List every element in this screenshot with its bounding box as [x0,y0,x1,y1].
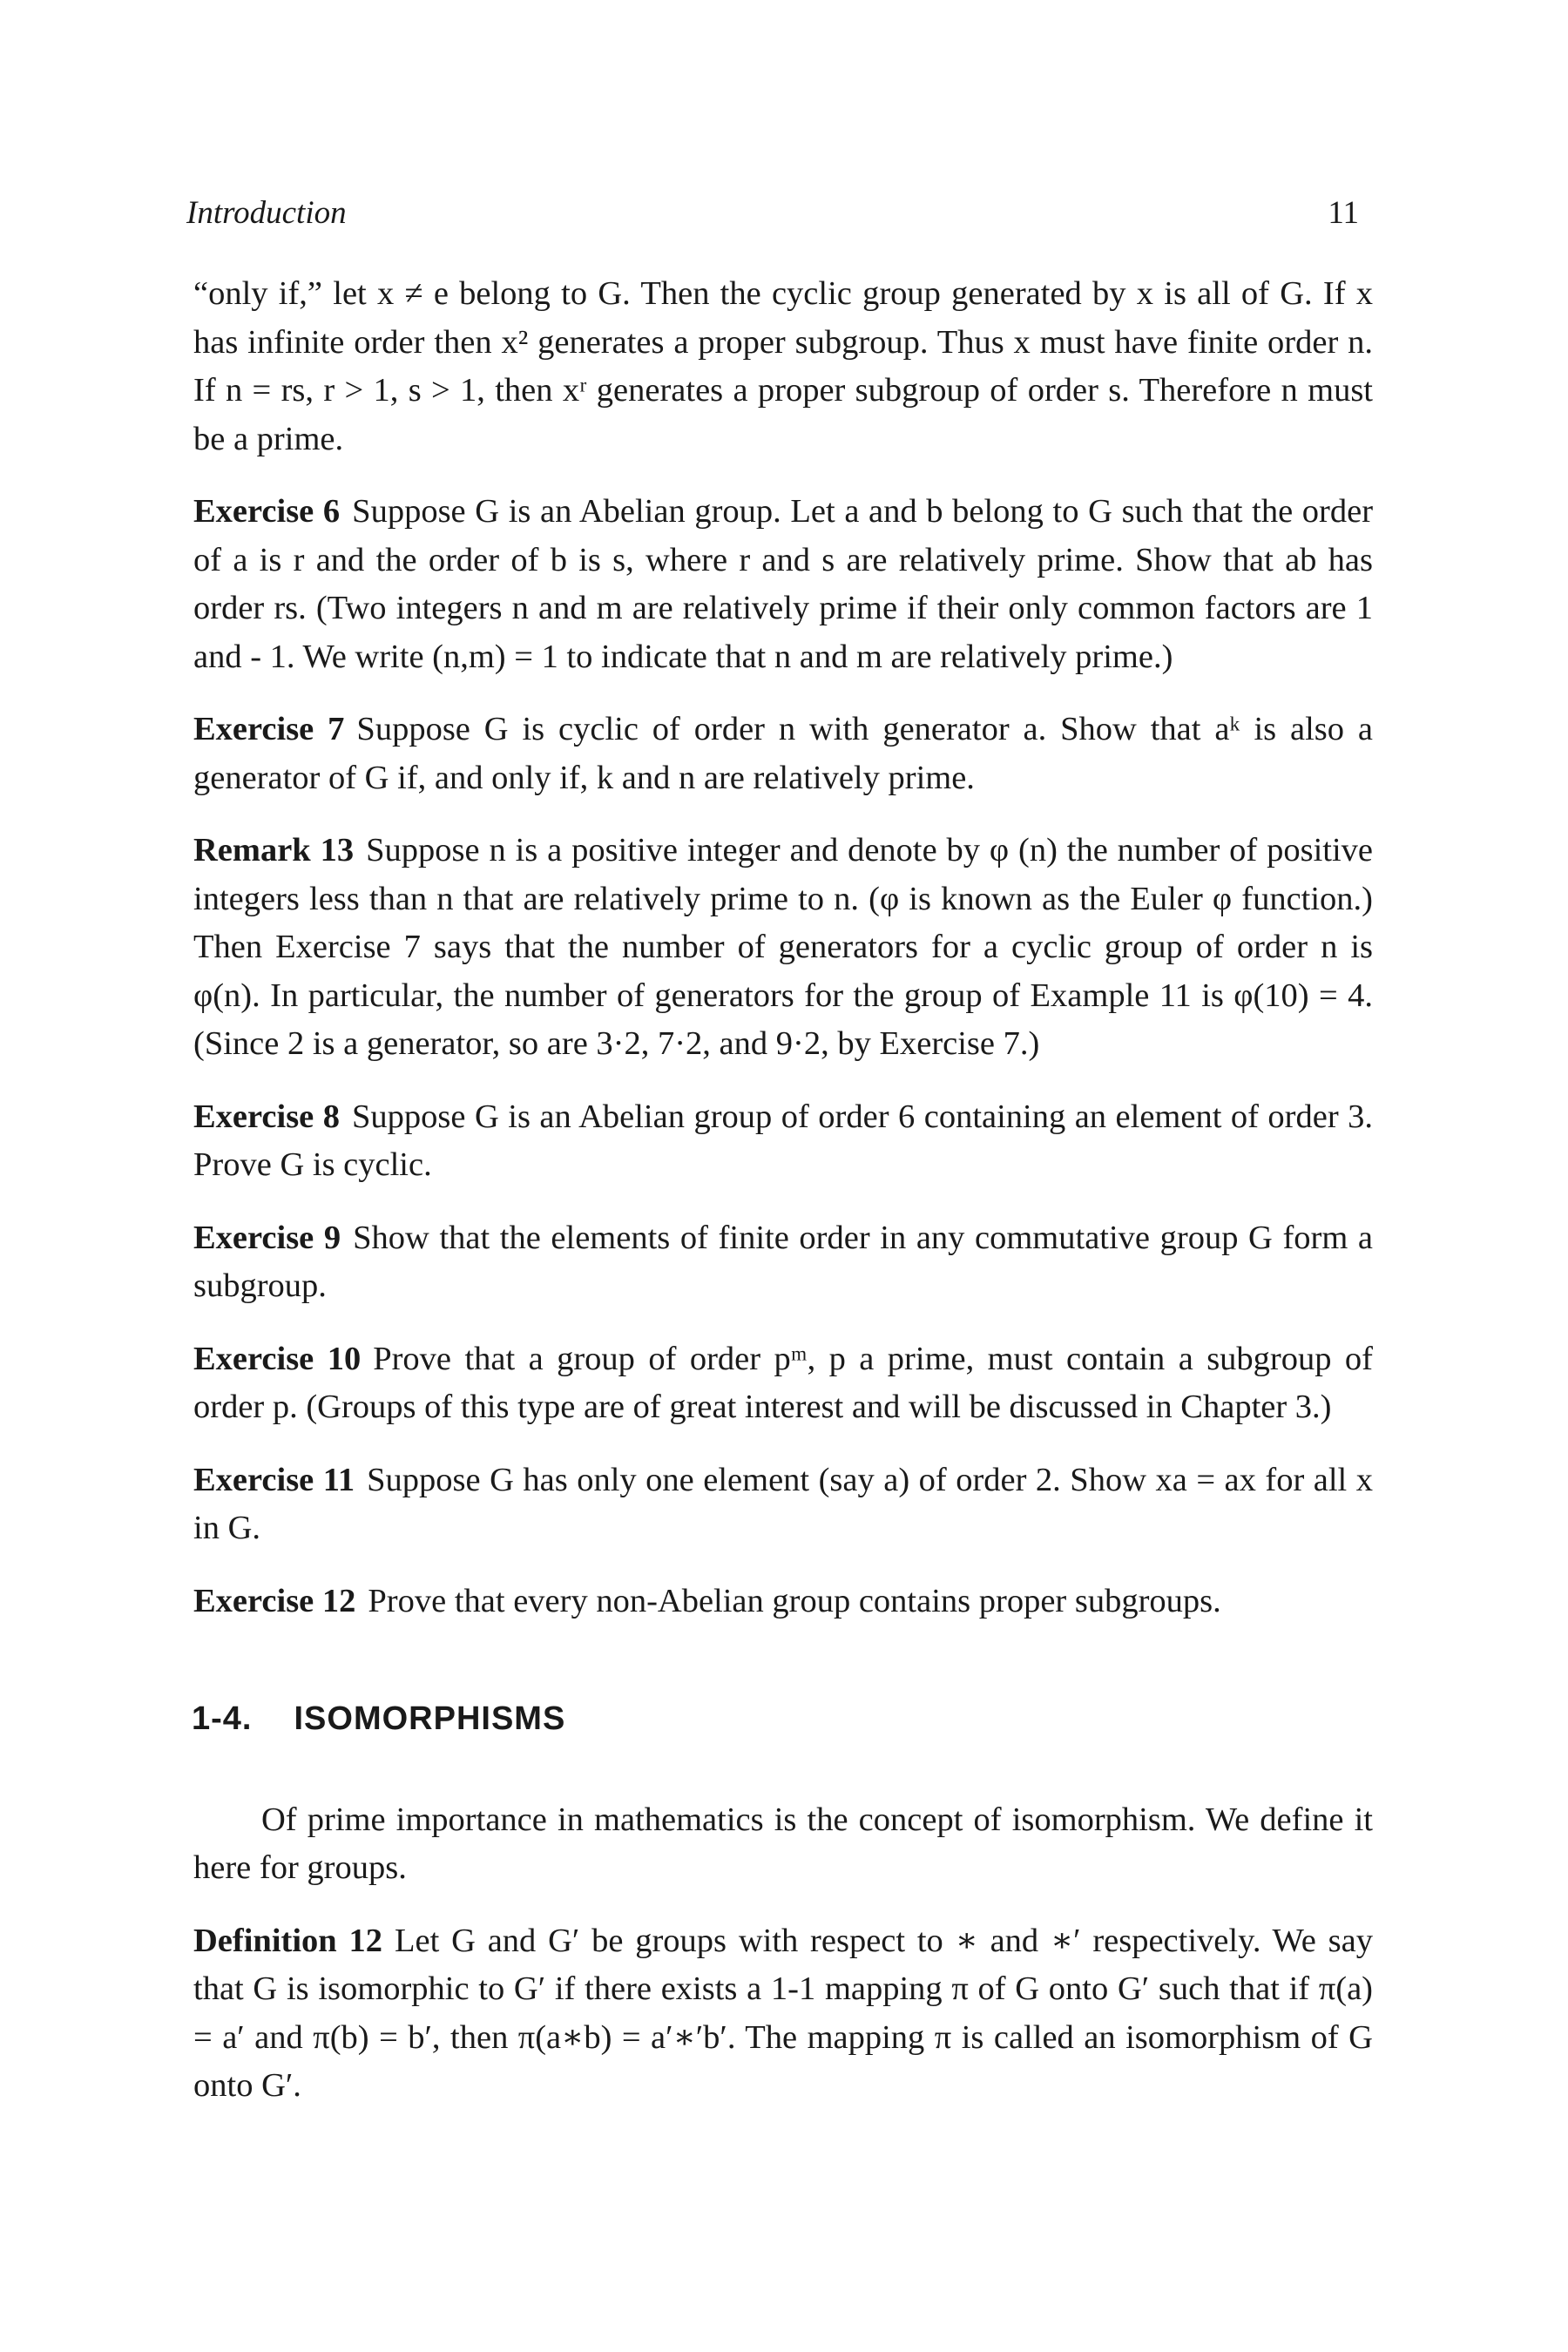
exercise-text: Suppose G has only one element (say a) of order 2. Show xa = ax for all x in G. [193,1461,1373,1546]
exercise-12 [193,1578,1373,1626]
exercise-7 [193,706,1373,802]
section-heading [192,1695,1373,1744]
definition-12 [193,1917,1373,2111]
exercise-text: Show that the elements of finite order in any commutative group G form a subgroup. [193,1219,1373,1304]
section-number: 1-4. [192,1700,253,1737]
running-head [186,193,1359,233]
section-intro: Of prime importance in mathematics is the concept of isomorphism. We define it here for groups. [193,1801,1373,1886]
exercise-label: Exercise 11 [193,1461,355,1498]
exercise-text: Suppose G is cyclic of order n with generator a. Show that aᵏ is also a generator of G if, and only if, k and n are relatively prime. [193,711,1374,796]
remark-13 [193,827,1373,1069]
exercise-label: Exercise 9 [193,1219,341,1256]
exercise-label: Exercise 8 [193,1098,340,1135]
exercise-label: Exercise 7 [193,711,345,747]
definition-label: Definition 12 [193,1922,382,1959]
page-body [193,270,1373,2135]
proof-continuation: “only if,” let x ≠ e belong to G. Then the cyclic group generated by x is all of G. If x has infinite order then x² generates a proper subgroup. Thus x must have finite order n. If n = rs, r > 1, s > 1, then xʳ generates a proper subgroup of order s. Therefore n must be a prime. [193,275,1373,457]
exercise-text: Prove that a group of order pᵐ, p a prime, must contain a subgroup of order p. (Groups of this type are of great interest and will be discussed in Chapter 3.) [193,1340,1374,1425]
exercise-label: Exercise 12 [193,1582,356,1619]
exercise-label: Exercise 6 [193,493,341,530]
exercise-10 [193,1335,1373,1432]
exercise-11 [193,1456,1373,1553]
remark-label: Remark 13 [193,832,355,868]
section-title: ISOMORPHISMS [294,1700,566,1737]
exercise-text: Suppose G is an Abelian group of order 6 containing an element of order 3. Prove G is cyclic. [193,1098,1374,1183]
definition-text: Let G and G′ be groups with respect to ∗ and ∗′ respectively. We say that G is isomorphic to G′ if there exists a 1-1 mapping π of G onto G′ such that if π(a) = a′ and π(b) = b′, then π(a∗b) = a′∗′b′. The mapping π is called an isomorphism of G onto G′. [193,1922,1374,2104]
chapter-title: Introduction [186,195,347,231]
exercise-text: Prove that every non-Abelian group contains proper subgroups. [368,1582,1221,1619]
exercise-text: Suppose G is an Abelian group. Let a and b belong to G such that the order of a is r and the order of b is s, where r and s are relatively prime. Show that ab has order rs. (Two integers n and m are relatively prime if their only common factors are 1 and - 1. We write (n,m) = 1 to indicate that n and m are relatively prime.) [193,493,1374,675]
exercise-8 [193,1093,1373,1190]
exercise-label: Exercise 10 [193,1340,362,1377]
page-number: 11 [1328,195,1359,231]
exercise-6 [193,488,1373,681]
exercise-9 [193,1214,1373,1311]
remark-text: Suppose n is a positive integer and denote by φ (n) the number of positive integers less than n that are relatively prime to n. (φ is known as the Euler φ function.) Then Exercise 7 says that the number of generators for a cyclic group of order n is φ(n). In particular, the number of generators for the group of Example 11 is φ(10) = 4. (Since 2 is a generator, so are 3·2, 7·2, and 9·2, by Exercise 7.) [193,832,1374,1062]
